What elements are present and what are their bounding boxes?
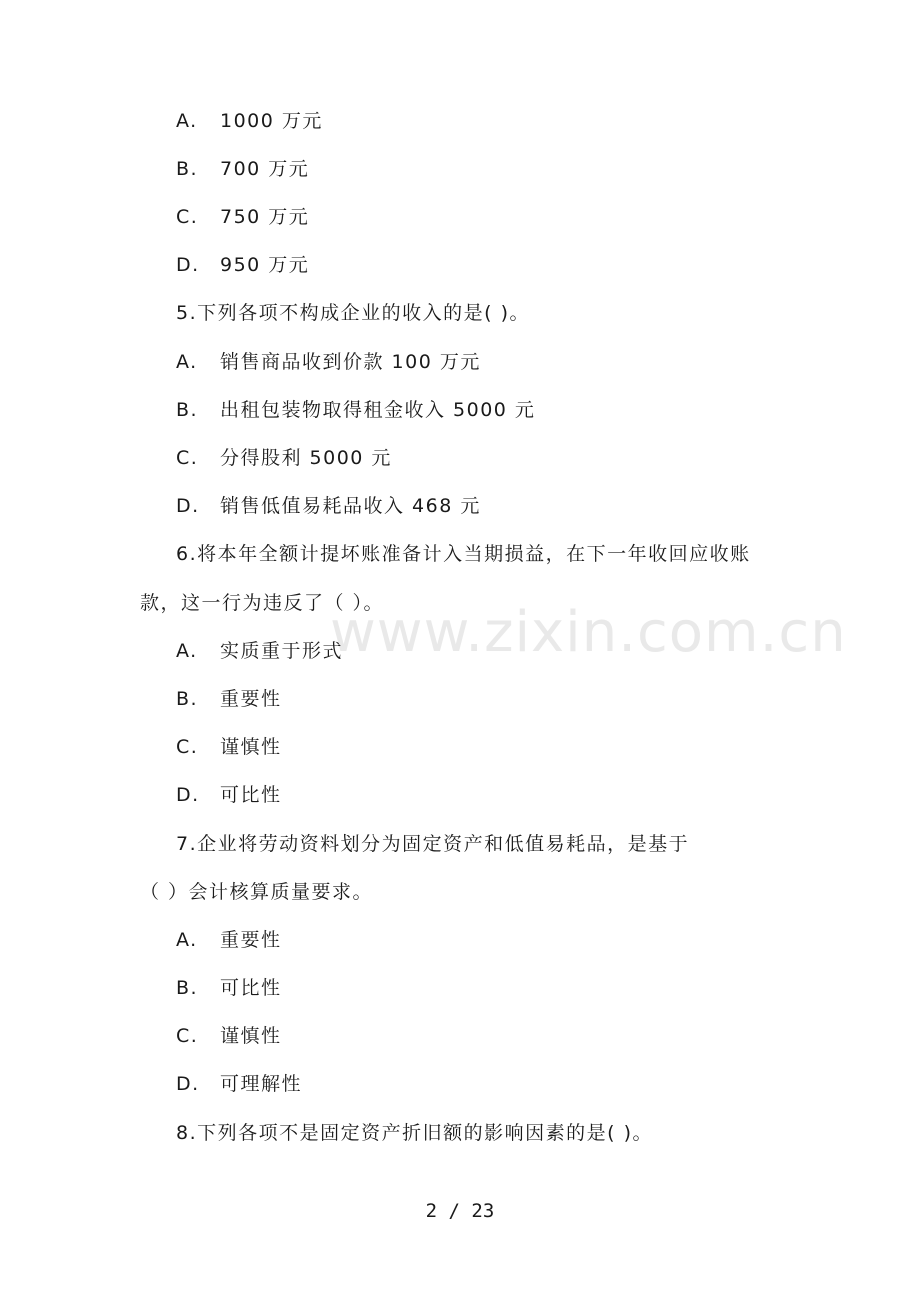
option-b	[176, 398, 535, 422]
option-text: 销售商品收到价款 100 万元	[220, 351, 481, 373]
option-text: 可比性	[220, 784, 282, 806]
question-8-stem: 8.下列各项不是固定资产折旧额的影响因素的是( )。	[176, 1122, 653, 1144]
option-letter: B.	[176, 158, 199, 180]
option-letter: D.	[176, 254, 200, 276]
option-text: 可理解性	[220, 1073, 303, 1095]
option-c	[176, 205, 309, 229]
option-text: 950 万元	[220, 254, 310, 276]
option-text: 分得股利 5000 元	[220, 447, 392, 469]
option-d	[176, 253, 309, 277]
page-number: 2 / 23	[425, 1200, 495, 1222]
option-b	[176, 157, 309, 181]
option-text: 750 万元	[220, 206, 310, 228]
question-7-stem-line1: 7.企业将劳动资料划分为固定资产和低值易耗品，是基于	[176, 833, 690, 855]
option-text: 可比性	[220, 977, 282, 999]
option-letter: C.	[176, 447, 199, 469]
option-a	[176, 350, 481, 374]
question-7-stem-line2: （ ）会计核算质量要求。	[140, 881, 374, 903]
option-d	[176, 783, 282, 807]
option-d	[176, 1072, 302, 1096]
option-a	[176, 639, 343, 663]
option-letter: C.	[176, 206, 199, 228]
option-letter: C.	[176, 1025, 199, 1047]
option-a	[176, 109, 323, 133]
option-letter: B.	[176, 977, 199, 999]
option-text: 实质重于形式	[220, 640, 344, 662]
option-d	[176, 494, 481, 518]
option-b	[176, 976, 282, 1000]
option-a	[176, 928, 282, 952]
option-text: 重要性	[220, 929, 282, 951]
option-letter: B.	[176, 688, 199, 710]
option-letter: C.	[176, 736, 199, 758]
option-text: 谨慎性	[220, 736, 282, 758]
option-letter: A.	[176, 110, 198, 132]
option-letter: A.	[176, 351, 198, 373]
option-text: 1000 万元	[220, 110, 323, 132]
option-letter: B.	[176, 399, 199, 421]
question-6-stem-line2: 款，这一行为违反了（ ）。	[140, 592, 385, 614]
option-text: 出租包装物取得租金收入 5000 元	[220, 399, 536, 421]
option-c	[176, 446, 392, 470]
option-text: 谨慎性	[220, 1025, 282, 1047]
option-letter: A.	[176, 929, 198, 951]
option-letter: A.	[176, 640, 198, 662]
watermark: www.zixin.com.cn	[330, 600, 847, 665]
option-text: 销售低值易耗品收入 468 元	[220, 495, 481, 517]
option-b	[176, 687, 282, 711]
question-5-stem: 5.下列各项不构成企业的收入的是( )。	[176, 302, 530, 324]
option-text: 重要性	[220, 688, 282, 710]
option-text: 700 万元	[220, 158, 310, 180]
option-c	[176, 1024, 282, 1048]
option-letter: D.	[176, 784, 200, 806]
option-letter: D.	[176, 1073, 200, 1095]
option-letter: D.	[176, 495, 200, 517]
option-c	[176, 735, 282, 759]
question-6-stem-line1: 6.将本年全额计提坏账准备计入当期损益，在下一年收回应收账	[176, 543, 751, 565]
